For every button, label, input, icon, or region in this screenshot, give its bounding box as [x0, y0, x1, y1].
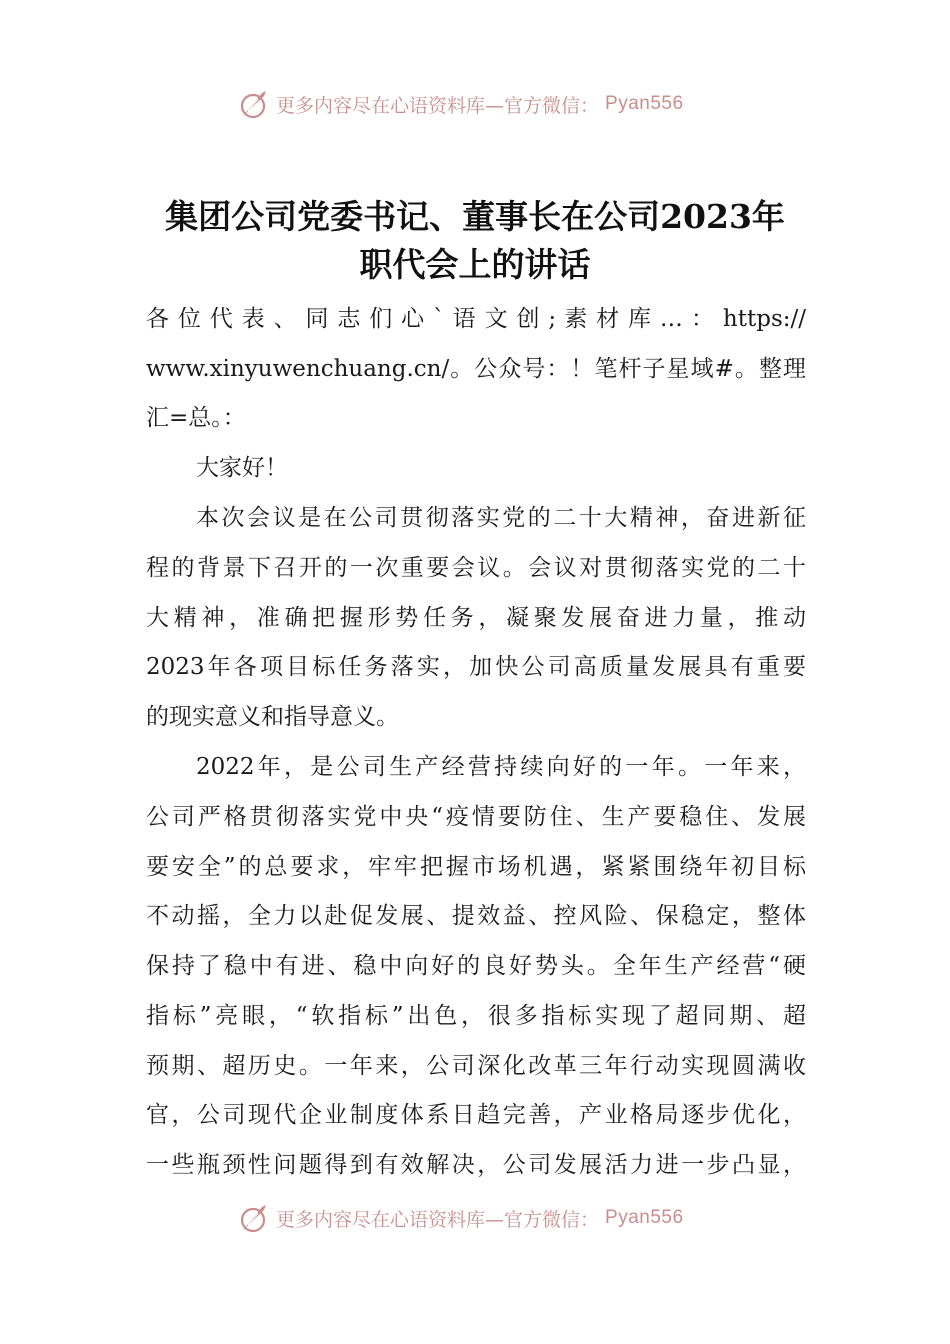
body-line: 大精神，准确把握形势任务，凝聚发展奋进力量，推动: [146, 605, 806, 631]
header-watermark: [236, 86, 684, 122]
body-line: 保持了稳中有进、稳中向好的良好势头。全年生产经营“硬: [146, 953, 806, 979]
quill-logo-icon: [236, 1205, 270, 1235]
watermark-text: 更多内容尽在心语资料库—官方微信：: [276, 1208, 600, 1231]
watermark-wechat-id: Pyan556: [605, 93, 684, 114]
body-line: 要安全”的总要求，牢牢把握市场机遇，紧紧围绕年初目标: [146, 854, 806, 880]
document-title-line-1: 集团公司党委书记、董事长在公司2023年: [165, 197, 785, 236]
body-line: 本次会议是在公司贯彻落实党的二十大精神，奋进新征: [196, 505, 806, 531]
body-line: 指标”亮眼，“软指标”出色，很多指标实现了超同期、超: [146, 1003, 806, 1029]
body-line: 各 位 代 表 、 同 志 们 心 ` 语 文 创 ; 素 材 库 … ： https://: [146, 306, 806, 332]
watermark-text: 更多内容尽在心语资料库—官方微信：: [276, 94, 600, 117]
greeting-line: 大家好！: [196, 455, 288, 481]
quill-logo-icon: [236, 87, 270, 121]
body-line: 2022年，是公司生产经营持续向好的一年。一年来，: [196, 754, 806, 780]
body-line: 公司严格贯彻落实党中央“疫情要防住、生产要稳住、发展: [146, 804, 806, 830]
document-title-line-2: 职代会上的讲话: [359, 245, 591, 284]
body-line: 一些瓶颈性问题得到有效解决，公司发展活力进一步凸显，: [146, 1152, 806, 1178]
body-line: 的现实意义和指导意义。: [146, 704, 399, 730]
footer-watermark: [236, 1205, 684, 1235]
body-line: 程的背景下召开的一次重要会议。会议对贯彻落实党的二十: [146, 555, 806, 581]
body-line: 2023年各项目标任务落实，加快公司高质量发展具有重要: [146, 654, 806, 680]
watermark-wechat-id: Pyan556: [605, 1207, 684, 1228]
body-line: 汇=总。：: [146, 405, 246, 431]
body-line: 不动摇，全力以赴促发展、提效益、控风险、保稳定，整体: [146, 903, 806, 929]
body-line: 官，公司现代企业制度体系日趋完善，产业格局逐步优化，: [146, 1102, 806, 1128]
body-line: www.xinyuwenchuang.cn/。公众号：！笔杆子星域#。整理: [146, 356, 806, 382]
body-line: 预期、超历史。一年来，公司深化改革三年行动实现圆满收: [146, 1053, 806, 1079]
